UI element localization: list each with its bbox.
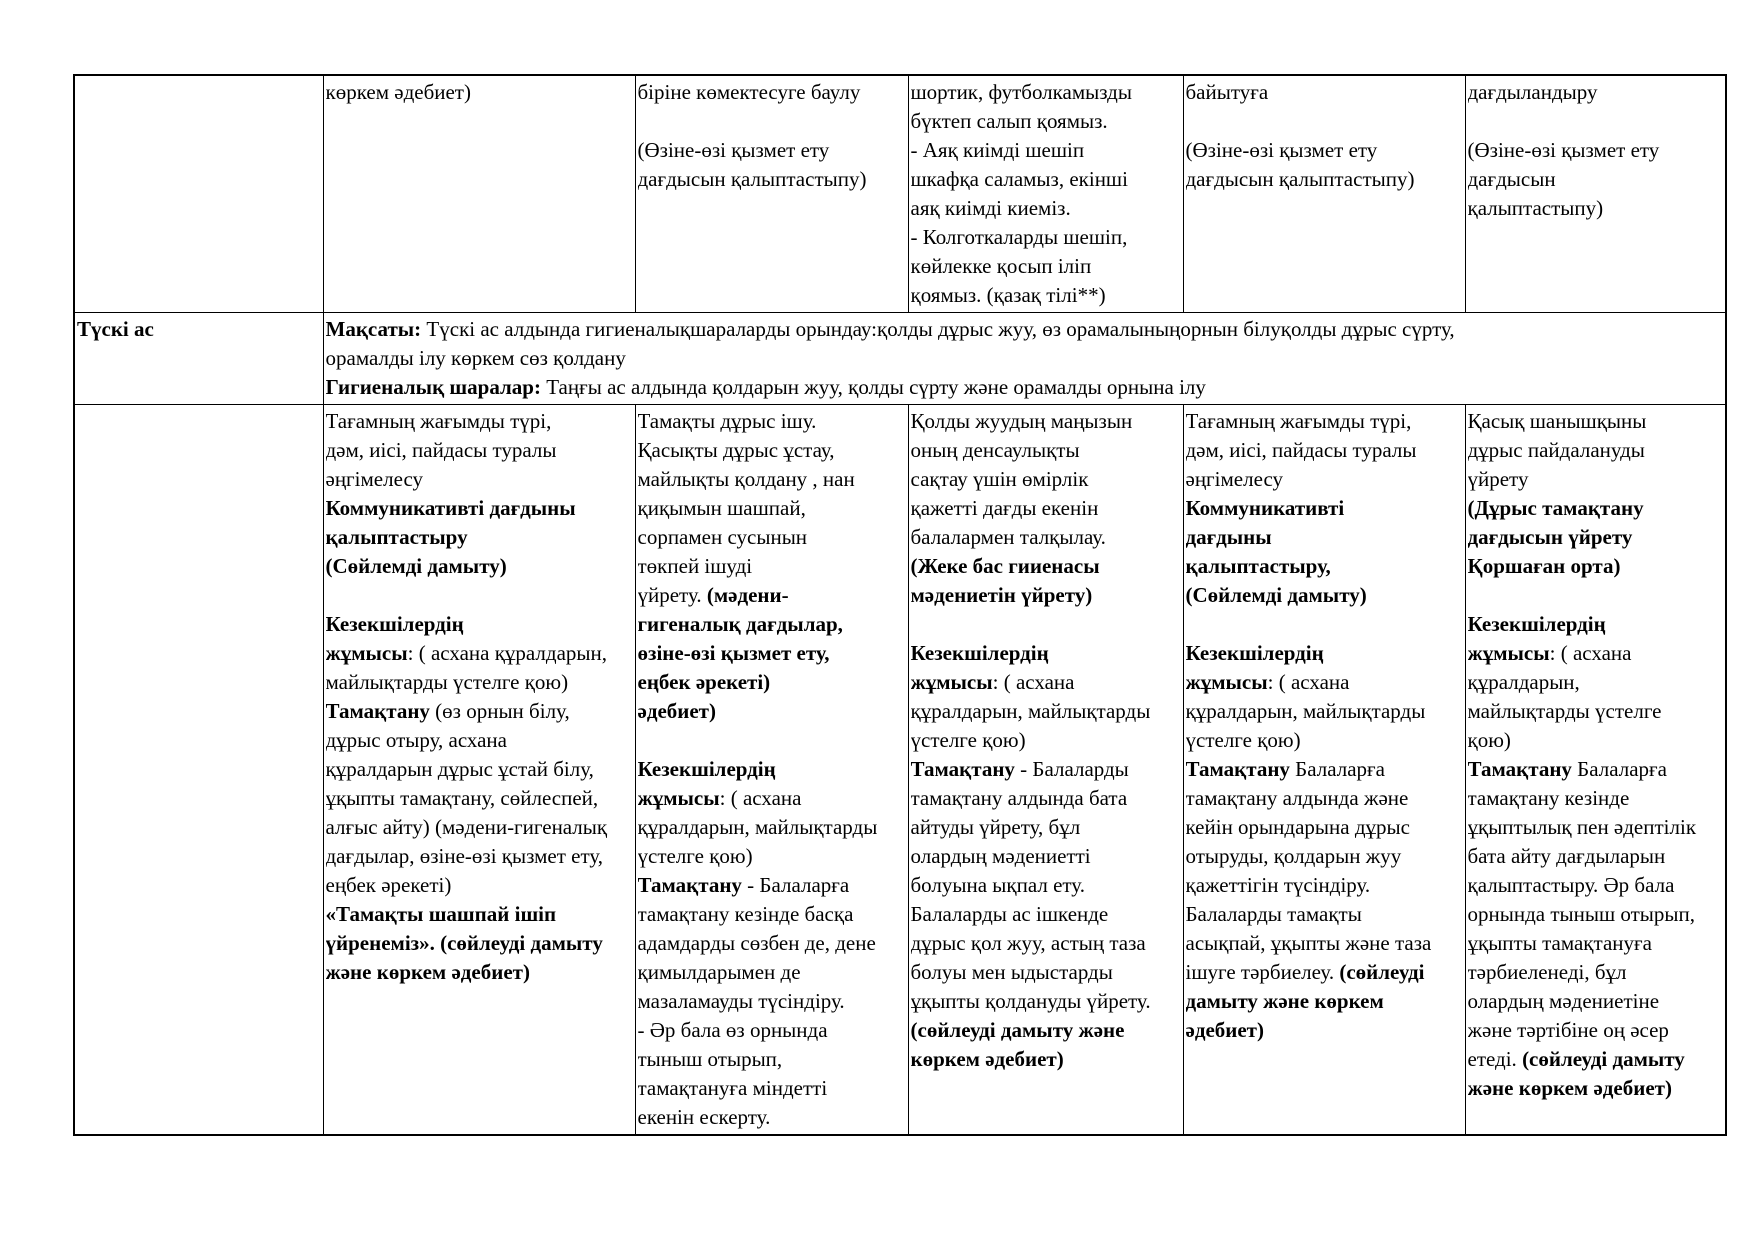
cell-text-line: [1468, 639, 1725, 668]
cell-text-fragment: үйрету.: [637, 583, 707, 607]
row1-label-cell: [74, 75, 323, 313]
cell-text-line: [1468, 581, 1725, 610]
hygiene-text: Таңғы ас алдында қолдарын жуу, қолды сүрту және орамалды орнына ілу: [540, 375, 1206, 399]
cell-text-line: қажетті дағды екенін: [910, 496, 1099, 520]
cell-text-line: Қоршаған орта): [1467, 554, 1621, 578]
cell-text-line: [1186, 668, 1464, 697]
cell-text-fragment: : ( асхана құралдарын,: [407, 641, 607, 665]
table-row: [74, 75, 1726, 313]
cell-text-line: және көркем әдебиет): [325, 960, 530, 984]
cell-text-line: қиқымын шашпай,: [637, 496, 806, 520]
cell-text-line: алғыс айту) (мәдени-гигеналық: [325, 815, 608, 839]
cell-text-line: Балаларды тамақты: [1185, 902, 1362, 926]
cell-text-line: дамыту және көркем: [1185, 989, 1384, 1013]
cell-text-line: Коммуникативті дағдыны: [325, 496, 576, 520]
cell-text-line: аяқ киімді киеміз.: [910, 196, 1071, 220]
table-row: [74, 313, 1726, 405]
cell-text-line: дағдысын: [1467, 167, 1556, 191]
cell-text-line: көйлекке қосып іліп: [910, 254, 1092, 278]
cell-text-line: шкафқа саламыз, екінші: [910, 167, 1128, 191]
cell-text-line: үйрету: [1467, 467, 1529, 491]
cell-text-line: адамдарды сөзбен де, денe: [637, 931, 876, 955]
cell-text-line: майлықтарды үстелге қою): [325, 670, 569, 694]
cell-text-line: Тамақты дұрыс ішу.: [637, 409, 817, 433]
cell-text-line: қалыптастыру,: [1185, 554, 1331, 578]
cell-text-line: (Дұрыс тамақтану: [1467, 496, 1644, 520]
cell-text-line: (Жеке бас гииенасы: [910, 554, 1100, 578]
cell-text-line: бүктеп салып қоямыз.: [910, 109, 1108, 133]
cell-text-fragment: Тамақтану: [637, 873, 742, 897]
cell-text-line: үйренеміз». (сөйлеуді дамыту: [325, 931, 603, 955]
cell-text-line: Кезекшілердің: [1185, 641, 1324, 665]
cell-text-fragment: жұмысы: [637, 786, 720, 810]
goal-label: Мақсаты:: [325, 317, 422, 341]
cell-text-line: шортик, футболкамызды: [910, 80, 1132, 104]
cell-text-fragment: ішуге тәрбиелеу.: [1185, 960, 1340, 984]
row3-col3-cell: [635, 405, 908, 1136]
cell-text-line: оның денсаулықты: [910, 438, 1080, 462]
row3-col6-cell: [1465, 405, 1726, 1136]
cell-text-line: (Өзіне-өзі қызмет ету: [637, 138, 830, 162]
cell-text-fragment: (өз орнын білу,: [429, 699, 570, 723]
cell-text-line: қалыптастыпу): [1467, 196, 1604, 220]
cell-text-line: ұқыпты қолдануды үйрету.: [910, 989, 1151, 1013]
cell-text-line: және тәртібіне оң әсер: [1467, 1018, 1669, 1042]
cell-text-line: ұқыпты тамақтану, сөйлеспей,: [325, 786, 599, 810]
section-goal-cell: [323, 313, 1726, 405]
cell-text-fragment: жұмысы: [1185, 670, 1268, 694]
cell-text-fragment: жұмысы: [910, 670, 993, 694]
cell-text-line: [911, 668, 1182, 697]
plan-table: [73, 74, 1727, 1136]
cell-text-line: [638, 581, 907, 610]
cell-text-line: екенін ескерту.: [637, 1105, 771, 1129]
table-row: [74, 405, 1726, 1136]
cell-text-fragment: (сөйлеуді дамыту: [1522, 1047, 1685, 1071]
section-label-cell: [74, 313, 323, 405]
cell-text-line: гигеналық дағдылар,: [637, 612, 843, 636]
cell-text-line: әңгімелесу: [325, 467, 423, 491]
cell-text-line: [1468, 1045, 1725, 1074]
cell-text-line: Қасықты дұрыс ұстау,: [637, 438, 835, 462]
cell-text-line: олардың мәдениетіне: [1467, 989, 1660, 1013]
cell-text-line: Қасық шанышқыны: [1467, 409, 1647, 433]
cell-text-line: еңбек әрекеті): [637, 670, 771, 694]
cell-text-line: айтуды үйрету, бұл: [910, 815, 1081, 839]
cell-text-line: олардың мәдениетті: [910, 844, 1091, 868]
cell-text-line: (Сөйлемді дамыту): [325, 554, 507, 578]
cell-text-line: (сөйлеуді дамыту және: [910, 1018, 1125, 1042]
cell-text-line: тамақтану алдында және: [1185, 786, 1409, 810]
cell-text-line: тыныш отырып,: [637, 1047, 783, 1071]
cell-text-line: (Өзіне-өзі қызмет ету: [1185, 138, 1378, 162]
cell-text-line: дағдысын қалыптастыпу): [1185, 167, 1415, 191]
row3-label-cell: [74, 405, 323, 1136]
cell-text-line: тәрбиеленеді, бұл: [1467, 960, 1627, 984]
cell-text-line: Коммуникативті: [1185, 496, 1345, 520]
cell-text-line: мәдениетін үйрету): [910, 583, 1093, 607]
cell-text-line: еңбек әрекеті): [325, 873, 452, 897]
cell-text-fragment: - Балаларға: [741, 873, 850, 897]
cell-text-line: Кезекшілердің: [910, 641, 1049, 665]
cell-text-line: [1186, 958, 1464, 987]
cell-text-fragment: Балаларға: [1289, 757, 1385, 781]
cell-text-line: дұрыс қол жуу, астың таза: [910, 931, 1146, 955]
cell-text-line: [911, 755, 1182, 784]
cell-text-line: Балаларды ас ішкенде: [910, 902, 1109, 926]
cell-text-line: ұқыптылық пен әдептілік: [1467, 815, 1697, 839]
cell-text-line: қажеттігін түсіндіру.: [1185, 873, 1371, 897]
cell-text-line: және көркем әдебиет): [1467, 1076, 1672, 1100]
cell-text-line: болуы мен ыдыстарды: [910, 960, 1113, 984]
cell-text-line: ұқыпты тамақтануға: [1467, 931, 1652, 955]
row3-col2-cell: [323, 405, 635, 1136]
cell-text-line: [1468, 107, 1725, 136]
cell-text-line: қоямыз. (қазақ тілі**): [910, 283, 1106, 307]
cell-text-line: - Әр бала өз орнында: [637, 1018, 828, 1042]
cell-text-line: [326, 581, 634, 610]
cell-text-line: қою): [1467, 728, 1511, 752]
cell-text-line: әңгімелесу: [1185, 467, 1283, 491]
cell-text-line: кейін орындарына дұрыс: [1185, 815, 1410, 839]
cell-text-line: [911, 610, 1182, 639]
section-label: Түскі ас: [77, 317, 154, 341]
row3-col4-cell: [908, 405, 1183, 1136]
cell-text-line: дағдылар, өзіне-өзі қызмет ету,: [325, 844, 603, 868]
cell-text-line: төкпей ішуді: [637, 554, 753, 578]
cell-text-line: құралдарын, майлықтарды: [1185, 699, 1426, 723]
cell-text-line: [326, 697, 634, 726]
hygiene-label: Гигиеналық шаралар:: [325, 375, 541, 399]
cell-text-fragment: Тамақтану: [1185, 757, 1290, 781]
cell-text-line: дәм, иісі, пайдасы туралы: [1185, 438, 1417, 462]
cell-text-line: көркем әдебиет): [910, 1047, 1064, 1071]
cell-text-line: майлықты қолдану , нан: [637, 467, 855, 491]
cell-text-line: (Сөйлемді дамыту): [1185, 583, 1367, 607]
cell-text-line: құралдарын,: [1467, 670, 1580, 694]
cell-text-line: болуына ықпал ету.: [910, 873, 1085, 897]
cell-text-fragment: : ( асхана: [1549, 641, 1632, 665]
cell-text-line: көркем әдебиет): [325, 80, 471, 104]
cell-text-line: қалыптастыру. Әр бала: [1467, 873, 1675, 897]
cell-text-line: [638, 107, 907, 136]
cell-text-line: [1186, 755, 1464, 784]
cell-text-line: [638, 871, 907, 900]
cell-text-line: дағдысын қалыптастыпу): [637, 167, 867, 191]
cell-text-line: дағдыландыру: [1467, 80, 1598, 104]
cell-text-fragment: етеді.: [1467, 1047, 1523, 1071]
cell-text-line: (Өзіне-өзі қызмет ету: [1467, 138, 1660, 162]
row1-col3-cell: [635, 75, 908, 313]
cell-text-line: қалыптастыру: [325, 525, 468, 549]
cell-text-line: дұрыс пайдалануды: [1467, 438, 1645, 462]
cell-text-fragment: Балаларға: [1571, 757, 1667, 781]
cell-text-line: орнында тыныш отырып,: [1467, 902, 1696, 926]
cell-text-line: Кезекшілердің: [1467, 612, 1606, 636]
cell-text-line: Кезекшілердің: [325, 612, 464, 636]
cell-text-line: әдебиет): [1185, 1018, 1264, 1042]
cell-text-fragment: (мәдени-: [706, 583, 789, 607]
cell-text-fragment: : ( асхана: [1267, 670, 1350, 694]
cell-text-fragment: Тамақтану: [1467, 757, 1572, 781]
cell-text-line: құралдарын, майлықтарды: [637, 815, 878, 839]
cell-text-line: құралдарын дұрыс ұстай білу,: [325, 757, 594, 781]
cell-text-line: дәм, иісі, пайдасы туралы: [325, 438, 557, 462]
cell-text-line: Тағамның жағымды түрі,: [1185, 409, 1412, 433]
row1-col2-cell: [323, 75, 635, 313]
cell-text-line: тамақтану алдында бата: [910, 786, 1128, 810]
cell-text-line: үстелге қою): [1185, 728, 1301, 752]
cell-text-line: [1468, 755, 1725, 784]
cell-text-fragment: жұмысы: [1467, 641, 1550, 665]
cell-text-line: отыруды, қолдарын жуу: [1185, 844, 1402, 868]
cell-text-line: [638, 784, 907, 813]
cell-text-fragment: Тамақтану: [910, 757, 1015, 781]
row3-col5-cell: [1183, 405, 1465, 1136]
cell-text-fragment: (сөйлеуді: [1339, 960, 1425, 984]
cell-text-line: тамақтану кезінде: [1467, 786, 1630, 810]
cell-text-line: майлықтарды үстелге: [1467, 699, 1662, 723]
cell-text-line: балалармен талқылау.: [910, 525, 1106, 549]
cell-text-line: [1186, 610, 1464, 639]
goal-text-2: орамалды ілу көркем сөз қолдану: [325, 346, 626, 370]
cell-text-fragment: Тамақтану: [325, 699, 430, 723]
cell-text-fragment: - Балаларды: [1014, 757, 1129, 781]
cell-text-line: [638, 726, 907, 755]
cell-text-line: үстелге қою): [910, 728, 1026, 752]
cell-text-line: асықпай, ұқыпты және таза: [1185, 931, 1432, 955]
cell-text-line: дағдыны: [1185, 525, 1272, 549]
cell-text-fragment: : ( асхана: [719, 786, 802, 810]
cell-text-line: - Аяқ киімді шешіп: [910, 138, 1085, 162]
cell-text-fragment: : ( асхана: [992, 670, 1075, 694]
cell-text-line: - Колготкаларды шешіп,: [910, 225, 1128, 249]
cell-text-line: Тағамның жағымды түрі,: [325, 409, 552, 433]
cell-text-line: сорпамен сусынын: [637, 525, 808, 549]
cell-text-line: үстелге қою): [637, 844, 753, 868]
cell-text-line: сақтау үшін өмірлік: [910, 467, 1089, 491]
cell-text-line: әдебиет): [637, 699, 716, 723]
cell-text-line: байытуға: [1185, 80, 1269, 104]
cell-text-line: өзіне-өзі қызмет ету,: [637, 641, 830, 665]
cell-text-line: құралдарын, майлықтарды: [910, 699, 1151, 723]
cell-text-line: «Тамақты шашпай ішіп: [325, 902, 557, 926]
cell-text-line: [1186, 107, 1464, 136]
cell-text-line: дағдысын үйрету: [1467, 525, 1633, 549]
row1-col5-cell: [1183, 75, 1465, 313]
cell-text-line: бата айту дағдыларын: [1467, 844, 1666, 868]
cell-text-line: қимылдарымен де: [637, 960, 801, 984]
cell-text-line: біріне көмектесуге баулу: [637, 80, 861, 104]
cell-text-line: Қолды жуудың маңызын: [910, 409, 1133, 433]
row1-col4-cell: [908, 75, 1183, 313]
cell-text-line: тамақтануға міндетті: [637, 1076, 828, 1100]
cell-text-line: [326, 639, 634, 668]
cell-text-line: мазаламауды түсіндіру.: [637, 989, 845, 1013]
cell-text-line: тамақтану кезінде басқа: [637, 902, 854, 926]
row1-col6-cell: [1465, 75, 1726, 313]
cell-text-line: Кезекшілердің: [637, 757, 776, 781]
cell-text-fragment: жұмысы: [325, 641, 408, 665]
cell-text-line: дұрыс отыру, асхана: [325, 728, 507, 752]
goal-text-1: Түскі ас алдында гигиеналықшараларды орындау:қолды дұрыс жуу, өз орамалыныңорнын білуқолды дұрыс сүрту,: [421, 317, 1455, 341]
